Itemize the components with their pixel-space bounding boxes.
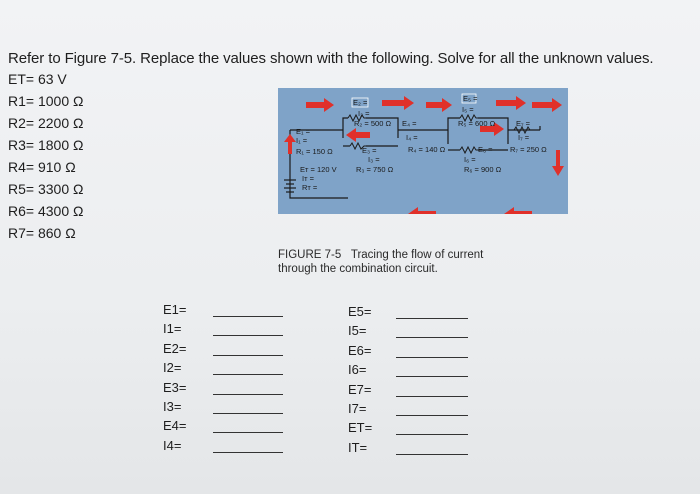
- caption-label: FIGURE 7-5: [278, 249, 342, 261]
- given-et: ET= 63 V: [8, 71, 67, 87]
- answer-blank[interactable]: [396, 454, 468, 455]
- answer-blank[interactable]: [213, 394, 283, 395]
- answer-label: I6=: [348, 362, 367, 378]
- given-r3: R3= 1800 Ω: [8, 137, 84, 153]
- given-r6: R6= 4300 Ω: [8, 203, 84, 219]
- label-r1: R₁ = 150 Ω: [296, 147, 333, 156]
- label-e2: E₂ =: [353, 98, 368, 107]
- answer-label: E3=: [163, 379, 187, 395]
- label-e6: E₆ =: [478, 145, 493, 154]
- answer-blank[interactable]: [396, 318, 468, 319]
- answer-blank[interactable]: [396, 337, 468, 338]
- label-r6: R₆ = 900 Ω: [464, 165, 502, 174]
- answer-label: E2=: [163, 340, 187, 356]
- answer-blank[interactable]: [396, 434, 468, 435]
- caption-text: Tracing the flow of current: [350, 249, 484, 261]
- answer-blank[interactable]: [213, 452, 283, 453]
- label-e1: E₁ =: [296, 127, 310, 136]
- answer-label: I3=: [163, 398, 182, 414]
- label-e3: E₃ =: [362, 146, 377, 155]
- answer-blank[interactable]: [213, 432, 283, 433]
- label-rt: Rᴛ =: [302, 183, 318, 192]
- answer-label: E6=: [348, 342, 372, 358]
- answer-label: I5=: [348, 323, 367, 339]
- answer-label: E7=: [348, 381, 372, 397]
- label-r4: R₄ = 140 Ω: [408, 145, 446, 154]
- label-r7: R₇ = 250 Ω: [510, 145, 547, 154]
- label-r3: R₃ = 750 Ω: [356, 165, 394, 174]
- given-r7: R7= 860 Ω: [8, 225, 76, 241]
- label-e4: E₄ =: [402, 119, 417, 128]
- label-i2: I₂ =: [358, 109, 370, 118]
- label-it: Iᴛ =: [302, 174, 314, 183]
- circuit-figure: [278, 88, 568, 214]
- answer-label: I2=: [163, 360, 182, 376]
- label-i4: I₄ =: [406, 133, 418, 142]
- problem-prompt: Refer to Figure 7-5. Replace the values shown with the following. Solve for all the unknown values.: [8, 50, 654, 67]
- given-r1: R1= 1000 Ω: [8, 93, 84, 109]
- answer-blank[interactable]: [213, 335, 283, 336]
- label-e5: E₅ =: [463, 94, 478, 103]
- answer-label: I4=: [163, 437, 182, 453]
- given-r4: R4= 910 Ω: [8, 159, 76, 175]
- answer-label: E5=: [348, 304, 372, 319]
- answer-blank[interactable]: [213, 316, 283, 317]
- answer-label: I7=: [348, 400, 367, 416]
- answer-label: I1=: [163, 321, 182, 337]
- answer-blank[interactable]: [396, 415, 468, 416]
- label-i6: I₆ =: [464, 155, 476, 164]
- label-i3: I₃ =: [368, 155, 380, 164]
- answer-blank[interactable]: [213, 413, 283, 414]
- answer-blank[interactable]: [213, 374, 283, 375]
- answer-label: E1=: [163, 302, 187, 317]
- label-r5: R₅ = 600 Ω: [458, 119, 496, 128]
- figure-caption: [278, 248, 483, 276]
- answer-label: ET=: [348, 420, 373, 436]
- label-i1: I₁ =: [296, 136, 308, 145]
- label-r2: R₂ = 500 Ω: [354, 119, 392, 128]
- answer-blank[interactable]: [213, 355, 283, 356]
- given-r5: R5= 3300 Ω: [8, 181, 84, 197]
- label-et: Eᴛ = 120 V: [300, 165, 337, 174]
- answer-blank[interactable]: [396, 396, 468, 397]
- answer-blank[interactable]: [396, 376, 468, 377]
- answer-blank[interactable]: [396, 357, 468, 358]
- given-values-list: [8, 68, 83, 244]
- label-i5: I₅ =: [462, 105, 474, 114]
- label-i7: I₇ =: [518, 133, 530, 142]
- answer-label: IT=: [348, 439, 368, 455]
- caption-line2: through the combination circuit.: [278, 263, 438, 275]
- given-r2: R2= 2200 Ω: [8, 115, 84, 131]
- label-e7: E₇ =: [516, 119, 531, 128]
- answer-label: E4=: [163, 418, 187, 434]
